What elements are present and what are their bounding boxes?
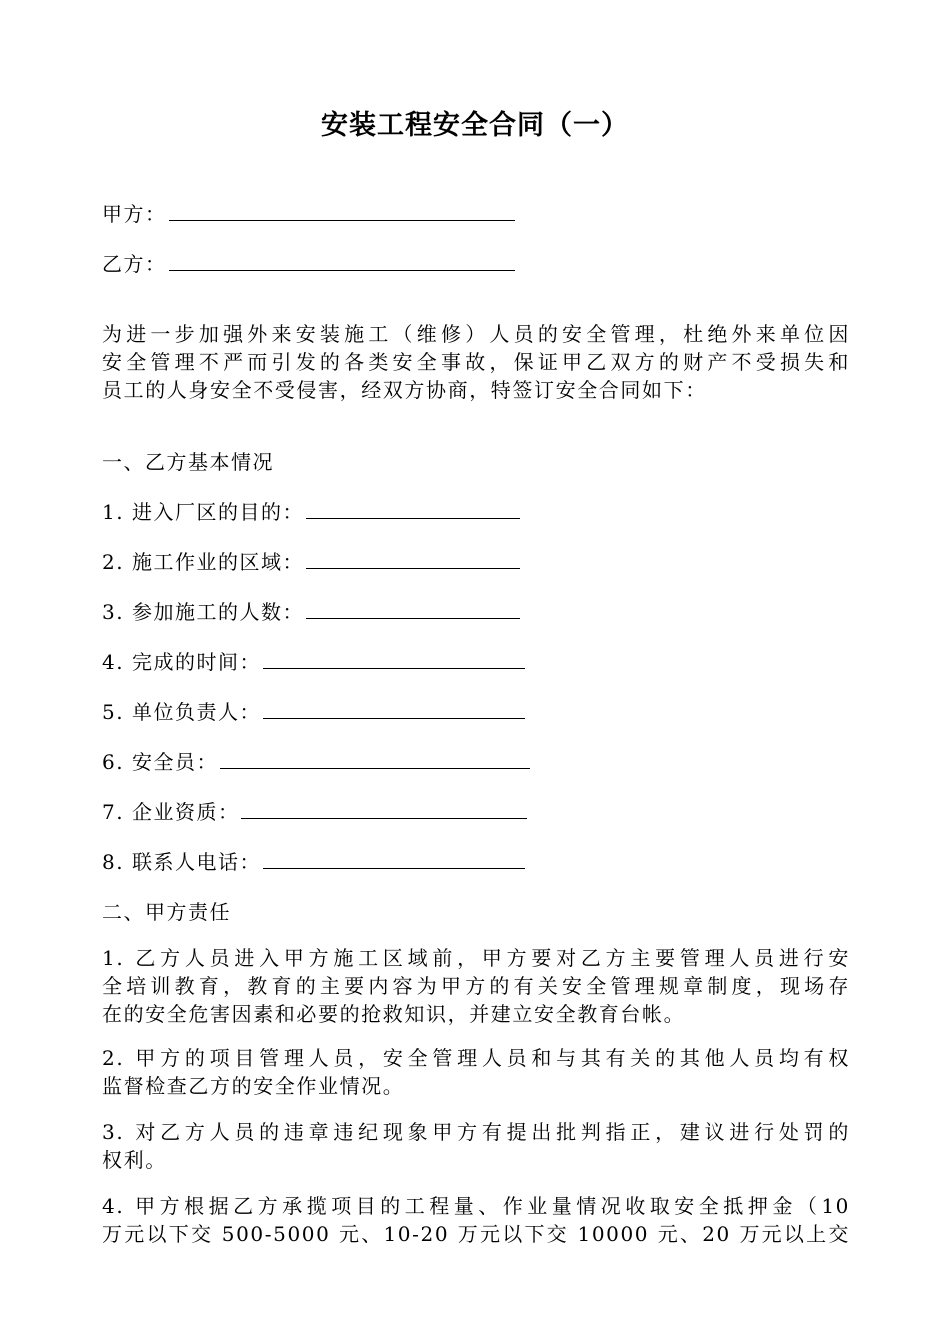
paragraph-line: 监督检查乙方的安全作业情况。 [102,1074,405,1098]
info-item-label: 8. 联系人电话： [102,850,261,874]
section-2-heading: 二、甲方责任 [102,900,231,924]
info-item-contact-phone [102,848,525,876]
paragraph-line: 权利。 [102,1148,167,1172]
party-b-label: 乙方： [102,252,167,276]
info-item-safety-officer [102,748,530,776]
info-item-label: 5. 单位负责人： [102,700,261,724]
paragraph-line: 2. 甲方的项目管理人员，安全管理人员和与其有关的其他人员均有权 [102,1046,850,1070]
intro-line: 员工的人身安全不受侵害，经双方协商，特签订安全合同如下： [102,378,707,402]
paragraph-line: 1. 乙方人员进入甲方施工区域前，甲方要对乙方主要管理人员进行安 [102,946,850,970]
party-a-blank[interactable] [169,202,515,221]
party-b-line [102,250,515,278]
info-item-blank[interactable] [263,650,525,669]
party-a-duty-4 [102,1192,850,1248]
document-title: 安装工程安全合同（一） [321,110,629,141]
info-item-blank[interactable] [220,750,530,769]
info-item-blank[interactable] [263,700,525,719]
info-item-area [102,548,520,576]
paragraph-line: 4. 甲方根据乙方承揽项目的工程量、作业量情况收取安全抵押金（10 [102,1194,850,1218]
party-a-line [102,200,515,228]
info-item-blank[interactable] [306,600,520,619]
info-item-completion-time [102,648,525,676]
info-item-blank[interactable] [306,500,520,519]
party-b-blank[interactable] [169,252,515,271]
info-item-purpose [102,498,520,526]
info-item-label: 2. 施工作业的区域： [102,550,304,574]
info-item-label: 1. 进入厂区的目的： [102,500,304,524]
paragraph-line: 3. 对乙方人员的违章违纪现象甲方有提出批判指正，建议进行处罚的 [102,1120,850,1144]
party-a-duty-1 [102,944,850,1028]
info-item-blank[interactable] [263,850,525,869]
info-item-label: 7. 企业资质： [102,800,240,824]
intro-line: 为进一步加强外来安装施工（维修）人员的安全管理，杜绝外来单位因 [102,322,850,346]
info-item-qualification [102,798,527,826]
intro-paragraph [102,320,850,404]
info-item-label: 6. 安全员： [102,750,218,774]
intro-line: 安全管理不严而引发的各类安全事故，保证甲乙双方的财产不受损失和 [102,350,850,374]
info-item-blank[interactable] [241,800,527,819]
paragraph-line: 万元以下交 500-5000 元、10-20 万元以下交 10000 元、20 万元以上交 [102,1222,850,1246]
party-a-label: 甲方： [102,202,167,226]
paragraph-line: 全培训教育，教育的主要内容为甲方的有关安全管理规章制度，现场存 [102,974,850,998]
info-item-unit-head [102,698,525,726]
paragraph-line: 在的安全危害因素和必要的抢救知识，并建立安全教育台帐。 [102,1002,686,1026]
party-a-duty-3 [102,1118,850,1174]
info-item-blank[interactable] [306,550,520,569]
info-item-headcount [102,598,520,626]
party-a-duty-2 [102,1044,850,1100]
info-item-label: 4. 完成的时间： [102,650,261,674]
section-1-heading: 一、乙方基本情况 [102,450,274,474]
info-item-label: 3. 参加施工的人数： [102,600,304,624]
